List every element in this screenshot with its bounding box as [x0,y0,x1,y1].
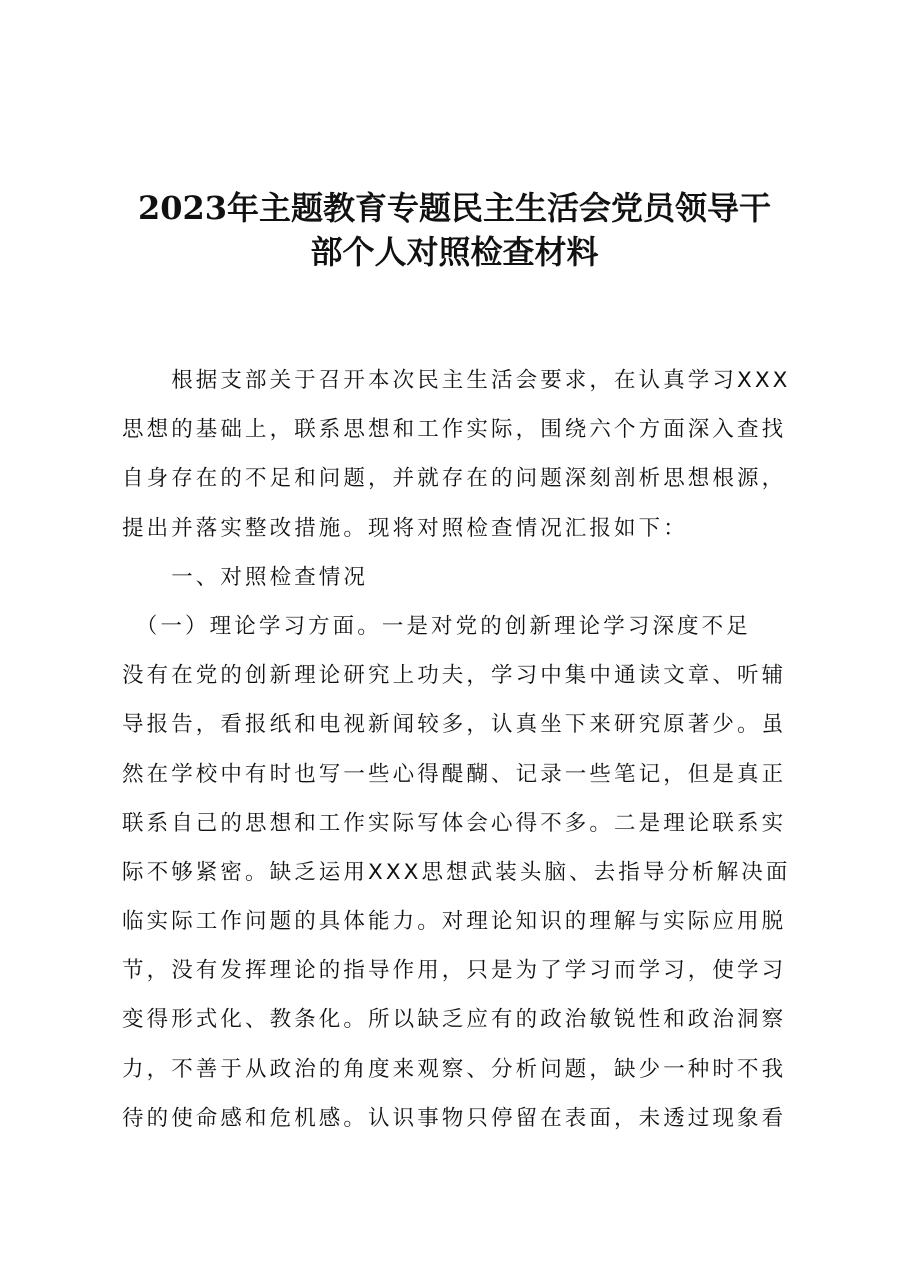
body-line: 待的使命感和危机感。认识事物只停留在表面，未透过现象看 [122,1105,787,1131]
body-line: 自身存在的不足和问题，并就存在的问题深刻剖析思想根源， [122,466,787,492]
document-title [100,186,809,274]
body-line: 节，没有发挥理论的指导作用，只是为了学习而学习，使学习 [122,958,787,984]
title-line: 2023年主题教育专题民主生活会党员领导干 [137,189,772,227]
body-line: 没有在党的创新理论研究上功夫，学习中集中通读文章、听辅 [122,663,787,689]
body-line: 提出并落实整改措施。现将对照检查情况汇报如下： [122,515,688,541]
body-line: 思想的基础上，联系思想和工作实际，围绕六个方面深入查找 [122,417,787,443]
body-line: 根据支部关于召开本次民主生活会要求，在认真学习XXX [122,368,791,393]
body-line: 变得形式化、教条化。所以缺乏应有的政治敏锐性和政治洞察 [122,1007,787,1033]
body-line: 然在学校中有时也写一些心得醍醐、记录一些笔记，但是真正 [122,761,787,787]
body-line: 导报告，看报纸和电视新闻较多，认真坐下来研究原著少。虽 [122,712,787,738]
title-line: 部个人对照检查材料 [310,233,599,271]
body-line: 联系自己的思想和工作实际写体会心得不多。二是理论联系实 [122,810,787,836]
section-heading: 一、对照检查情况 [122,564,369,590]
body-line: （一）理论学习方面。一是对党的创新理论学习深度不足 [122,613,751,639]
body-line: 际不够紧密。缺乏运用XXX思想武装头脑、去指导分析解决面 [122,859,791,885]
body-line: 力，不善于从政治的角度来观察、分析问题，缺少一种时不我 [122,1056,787,1082]
document-body [122,356,802,1143]
body-line: 临实际工作问题的具体能力。对理论知识的理解与实际应用脱 [122,909,787,935]
